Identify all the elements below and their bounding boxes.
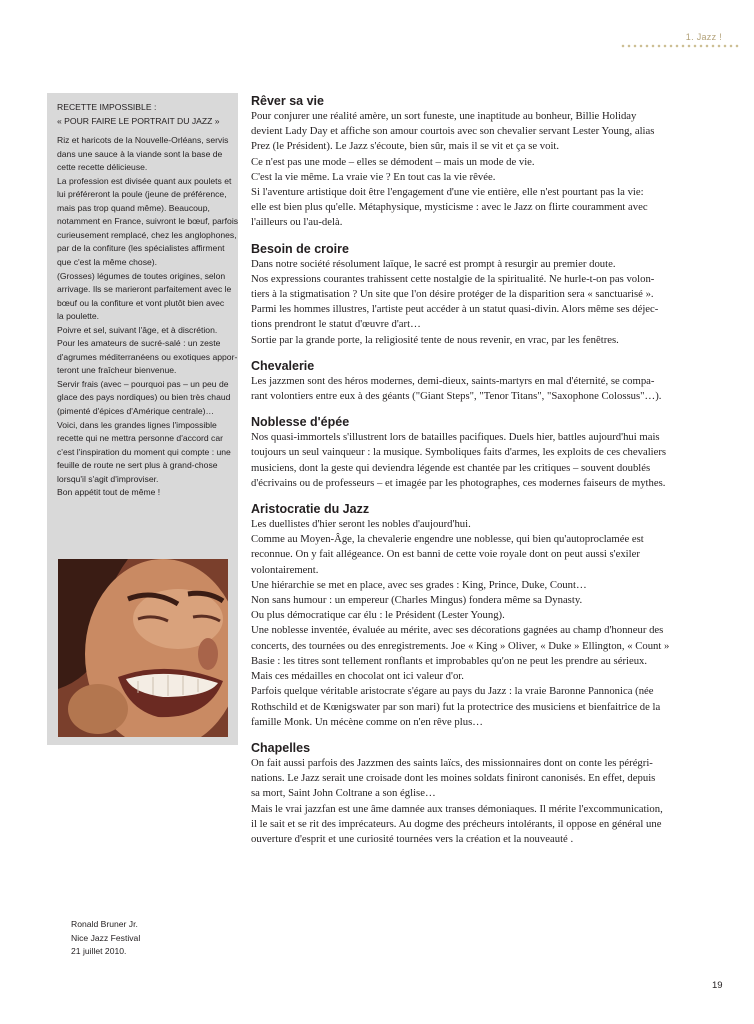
sidebar-line: (Grosses) légumes de toutes origines, selon [57, 270, 226, 281]
section-title: Chapelles [251, 740, 311, 755]
body-line: toujours un seul vainqueur : la musique. Symboliques faits d'armes, les exploits de ces chevaliers [251, 446, 667, 459]
sidebar-line: teront une fraîcheur bienvenue. [57, 365, 177, 376]
header-dotted-rule [620, 44, 740, 48]
section-besoin-de-croire [251, 241, 727, 348]
body-line: nations. Le Jazz serait une croisade dont les moines soldats finiront canonisés. En effet, depuis [251, 772, 656, 785]
body-line: Non sans humour : un empereur (Charles Mingus) fondera même sa Dynasty. [251, 594, 583, 607]
sidebar-line: Voici, dans les grandes lignes l'impossible [57, 419, 217, 430]
credit-line: Nice Jazz Festival [71, 932, 141, 943]
body-line: Parmi les hommes illustres, l'artiste peut accéder à un statut quasi-divin. Alors même ses déjec- [251, 303, 659, 316]
body-line: Nos expressions courantes trahissent cette nostalgie de la spiritualité. Ne hurle-t-on pas volon- [251, 272, 655, 285]
section-aristocratie-du-jazz [251, 501, 727, 730]
sidebar-line: Riz et haricots de la Nouvelle-Orléans, servis [57, 135, 229, 146]
sidebar-line: glace des pays nordiques) ou bien très chaud [57, 392, 231, 403]
body-line: Sortie par la grande porte, la religiosité tente de nous revenir, en vrac, par les fenêtres. [251, 333, 619, 346]
section-title: Aristocratie du Jazz [251, 502, 370, 517]
sidebar-line: bœuf ou la confiture et vont plutôt bien avec [57, 297, 225, 308]
body-line: d'écrivains ou de professeurs – et imagée par les photographes, ces modernes faiseurs de mythes. [251, 476, 666, 489]
sidebar-line: La profession est divisée quant aux poulets et [57, 175, 232, 186]
sidebar-line: d'agrumes méditerranéens ou exotiques appor- [57, 351, 238, 362]
sidebar-line: que c'est la même chose). [57, 257, 158, 268]
body-line: Une noblesse inventée, évaluée au mérite, avec ses décorations gagnées au champ d'honneur des [251, 624, 664, 637]
body-line: Les duellistes d'hier seront les nobles d'aujourd'hui. [251, 518, 471, 531]
section-title: Besoin de croire [251, 241, 349, 256]
sidebar-line: notamment en France, suivront le bœuf, parfois [57, 216, 239, 227]
body-line: C'est la vie même. La vraie vie ? En tout cas la vie rêvée. [251, 170, 496, 183]
sidebar-line: mais pas trop quand même). Beaucoup, [57, 202, 210, 213]
section-title: Noblesse d'épée [251, 415, 350, 430]
body-line: Ce n'est pas une mode – elles se démodent – mais un mode de vie. [251, 155, 535, 168]
body-line: Parfois quelque véritable aristocrate s'égare au pays du Jazz : la vraie Baronne Pannonica (née [251, 685, 654, 698]
sidebar-line: par de la confiture (les spécialistes affirment [57, 243, 225, 254]
section-chevalerie [251, 358, 727, 404]
body-line: Pour conjurer une réalité amère, un sort funeste, une inaptitude au bonheur, Billie Holiday [251, 110, 637, 122]
sidebar-line: dans une sauce à la viande sont la base de [57, 148, 223, 159]
sidebar-line: arrivage. Ils se marieront parfaitement avec le [57, 284, 232, 295]
body-line: Ou plus démocratique car élu : le Président (Lester Young). [251, 609, 505, 622]
body-line: volontairement. [251, 563, 319, 576]
sidebar-line: feuille de route ne sert plus à grand-chose [57, 460, 218, 471]
main-column [251, 93, 727, 857]
body-line: famille Monk. Un mécène comme on n'en rêve plus… [251, 715, 483, 728]
sidebar-title-line: « POUR FAIRE LE PORTRAIT DU JAZZ » [57, 115, 220, 126]
page-number: 19 [712, 980, 723, 991]
body-line: Nos quasi-immortels s'illustrent lors de batailles pacifiques. Duels hier, battles aujourd'hui mais [251, 431, 660, 444]
body-line: Si l'aventure artistique doit être l'engagement d'une vie entière, elle n'est pourtant pas la vie: [251, 186, 644, 199]
sidebar-body [57, 134, 239, 500]
sidebar-line: cette recette délicieuse. [57, 162, 148, 173]
body-line: Prez (le Président). Le Jazz s'écoute, bien sûr, mais il se vit et ça se voit. [251, 140, 560, 153]
sidebar-line: lorsqu'il s'agit d'improviser. [57, 473, 159, 484]
body-line: musiciens, dont la geste qui deviendra légende est chantée par les critiques – souvent doublés [251, 461, 651, 474]
sidebar-line: recette qui ne mettra personne d'accord car [57, 433, 223, 444]
section-title: Rêver sa vie [251, 94, 324, 108]
chapter-header: 1. Jazz ! [685, 32, 722, 42]
body-line: Dans notre société résolument laïque, le sacré est prompt à resurgir au premier doute. [251, 257, 616, 270]
body-line: reconnue. On y fait allégeance. On est banni de cette voie royale dont on peut aussi s'exiler [251, 548, 640, 561]
sidebar-line: Servir frais (avec – pourquoi pas – un peu de [57, 378, 229, 389]
credit-line: Ronald Bruner Jr. [71, 919, 138, 929]
sidebar-line: (pimenté d'épices d'Amérique centrale)… [57, 406, 215, 417]
sidebar-line: curieusement remplacé, chez les anglophones, [57, 229, 237, 240]
sidebar-line: Pour les amateurs de sucré-salé : un zeste [57, 338, 221, 349]
sidebar-title-line: RECETTE IMPOSSIBLE : [57, 102, 157, 112]
body-line: rant volontiers entre eux à des géants ("Giant Steps", "Tenor Titans", "Saxophone Colossus"…). [251, 390, 662, 403]
section-title: Chevalerie [251, 358, 315, 373]
musician-photo [58, 559, 228, 737]
sidebar-line: Poivre et sel, suivant l'âge, et à discrétion. [57, 324, 218, 335]
section-chapelles [251, 740, 727, 847]
body-line: Rothschild et de Kœnigswater par son mari) fut la protectrice des musiciens et bienfaitrice de la [251, 700, 661, 713]
body-line: concerts, des tournées ou des enregistrements. Joe « King » Oliver, « Duke » Ellington, « Count » [251, 639, 670, 652]
body-line: ouverture d'esprit et une curiosité tournées vers la création et la nouveauté . [251, 832, 574, 845]
sidebar-line: Bon appétit tout de même ! [57, 487, 161, 498]
section-rever-sa-vie [251, 93, 727, 231]
sidebar-title [57, 101, 228, 128]
body-line: Une hiérarchie se met en place, avec ses grades : King, Prince, Duke, Count… [251, 578, 587, 591]
sidebar-line: c'est l'inspiration du moment qui compte : une [57, 446, 231, 457]
body-line: tiers à la stigmatisation ? Un site que l'on désire protéger de la disparition sera « sanctuarisé ». [251, 288, 654, 301]
credit-line: 21 juillet 2010. [71, 946, 127, 956]
body-line: On fait aussi parfois des Jazzmen des saints laïcs, des missionnaires dont on conte les pérégri- [251, 756, 653, 769]
body-line: tions prendront le statut d'œuvre d'art… [251, 318, 421, 331]
sidebar-line: lui préféreront la poule (jeune de préférence, [57, 189, 227, 200]
body-line: elle est bien plus qu'elle. Métaphysique, mysticisme : avec le Jazz on flirte couramment avec [251, 201, 648, 214]
body-line: l'ailleurs ou l'au-delà. [251, 216, 343, 229]
body-line: devient Lady Day et affiche son amour courtois avec son chevalier servant Lester Young, alias [251, 125, 655, 138]
sidebar-line: la poulette. [57, 311, 100, 322]
photo-credit [71, 918, 140, 959]
body-line: Mais le vrai jazzfan est une âme damnée aux transes démoniaques. Il mérite l'excommunication, [251, 802, 663, 815]
musician-face-illustration [58, 559, 228, 737]
body-line: Comme au Moyen-Âge, la chevalerie engendre une noblesse, qui bien qu'autoproclamée est [251, 533, 644, 546]
body-line: Mais ces médailles en chocolat ont ici valeur d'or. [251, 670, 464, 683]
body-line: Basie : les titres sont tellement ronflants et improbables qu'on ne peut les prendre au sérieux. [251, 654, 648, 667]
body-line: Les jazzmen sont des héros modernes, demi-dieux, saints-martyrs en mal d'éternité, se compa- [251, 374, 655, 387]
body-line: il le sait et se rit des imprécateurs. Au dogme des précheurs intolérants, il oppose en général une [251, 817, 662, 830]
section-noblesse-d-epee [251, 414, 727, 491]
recipe-sidebar [47, 93, 238, 745]
body-line: sa mort, Saint John Coltrane a son église… [251, 787, 436, 800]
